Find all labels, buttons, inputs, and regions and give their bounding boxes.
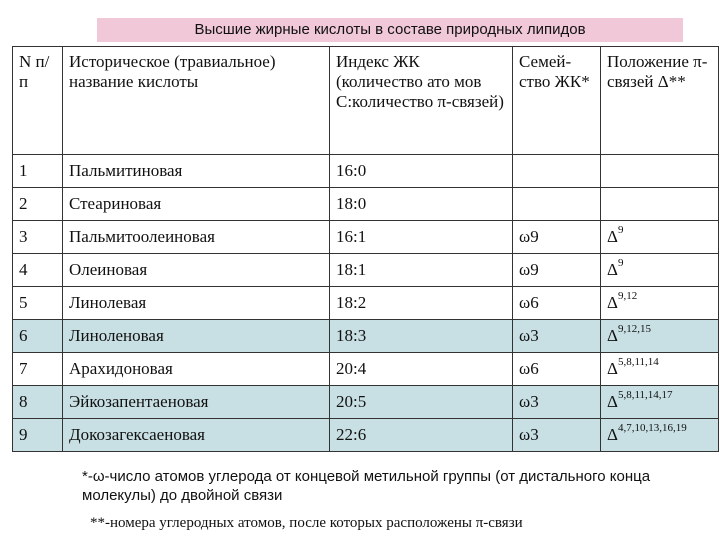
header-position: Положение π-связей Δ** <box>601 47 719 155</box>
acid-index: 22:6 <box>330 419 513 452</box>
acid-family <box>513 188 601 221</box>
acid-position <box>601 188 719 221</box>
table-row <box>13 419 719 452</box>
row-number: 1 <box>13 155 63 188</box>
table-title: Высшие жирные кислоты в составе природных липидов <box>97 18 683 42</box>
row-number: 3 <box>13 221 63 254</box>
acid-name: Эйкозапентаеновая <box>63 386 330 419</box>
acid-family: ω9 <box>513 221 601 254</box>
bond-positions: 9,12 <box>617 290 638 302</box>
header-number: N п/п <box>13 47 63 155</box>
delta-symbol: Δ <box>607 260 618 279</box>
row-number: 6 <box>13 320 63 353</box>
acid-index: 18:1 <box>330 254 513 287</box>
row-number: 5 <box>13 287 63 320</box>
acid-position <box>601 320 719 353</box>
row-number: 8 <box>13 386 63 419</box>
table-header-row <box>13 47 719 155</box>
acid-family: ω6 <box>513 353 601 386</box>
bond-positions: 5,8,11,14,17 <box>617 389 673 401</box>
footnote-delta: **-номера углеродных атомов, после которых расположены π-связи <box>90 515 523 531</box>
acid-index: 16:1 <box>330 221 513 254</box>
acid-index: 18:0 <box>330 188 513 221</box>
acid-name: Арахидоновая <box>63 353 330 386</box>
bond-positions: 9,12,15 <box>617 323 651 335</box>
acid-position <box>601 254 719 287</box>
table-row <box>13 353 719 386</box>
acid-name: Пальмитоолеиновая <box>63 221 330 254</box>
acid-index: 16:0 <box>330 155 513 188</box>
acid-family: ω9 <box>513 254 601 287</box>
table-row <box>13 254 719 287</box>
acid-family: ω3 <box>513 320 601 353</box>
acid-name: Олеиновая <box>63 254 330 287</box>
bond-positions: 9 <box>617 224 624 236</box>
table-row <box>13 188 719 221</box>
header-index: Индекс ЖК (количество ато мов С:количество π-связей) <box>330 47 513 155</box>
acid-family: ω6 <box>513 287 601 320</box>
acid-position <box>601 221 719 254</box>
delta-symbol: Δ <box>607 359 618 378</box>
table-row <box>13 155 719 188</box>
row-number: 7 <box>13 353 63 386</box>
row-number: 9 <box>13 419 63 452</box>
acid-position <box>601 287 719 320</box>
acid-position <box>601 155 719 188</box>
delta-symbol: Δ <box>607 227 618 246</box>
row-number: 2 <box>13 188 63 221</box>
delta-symbol: Δ <box>607 293 618 312</box>
bond-positions: 9 <box>617 257 624 269</box>
footnote-omega: *-ω-число атомов углерода от концевой метильной группы (от дистального конца молекулы) до двойной связи <box>82 468 651 504</box>
acid-index: 18:3 <box>330 320 513 353</box>
acid-name: Линоленовая <box>63 320 330 353</box>
header-name: Историческое (травиальное) название кислоты <box>63 47 330 155</box>
acid-name: Докозагексаеновая <box>63 419 330 452</box>
acid-position <box>601 419 719 452</box>
table-row <box>13 320 719 353</box>
delta-symbol: Δ <box>607 392 618 411</box>
acid-index: 20:5 <box>330 386 513 419</box>
table-row <box>13 287 719 320</box>
acid-position <box>601 353 719 386</box>
table-row <box>13 221 719 254</box>
header-family: Семей-ство ЖК* <box>513 47 601 155</box>
acid-position <box>601 386 719 419</box>
bond-positions: 5,8,11,14 <box>617 356 659 368</box>
table-row <box>13 386 719 419</box>
row-number: 4 <box>13 254 63 287</box>
bond-positions: 4,7,10,13,16,19 <box>617 422 687 434</box>
acid-name: Стеариновая <box>63 188 330 221</box>
acid-name: Пальмитиновая <box>63 155 330 188</box>
acid-index: 18:2 <box>330 287 513 320</box>
fatty-acids-table <box>12 46 719 452</box>
delta-symbol: Δ <box>607 425 618 444</box>
delta-symbol: Δ <box>607 326 618 345</box>
acid-index: 20:4 <box>330 353 513 386</box>
acid-name: Линолевая <box>63 287 330 320</box>
acid-family: ω3 <box>513 386 601 419</box>
acid-family: ω3 <box>513 419 601 452</box>
acid-family <box>513 155 601 188</box>
